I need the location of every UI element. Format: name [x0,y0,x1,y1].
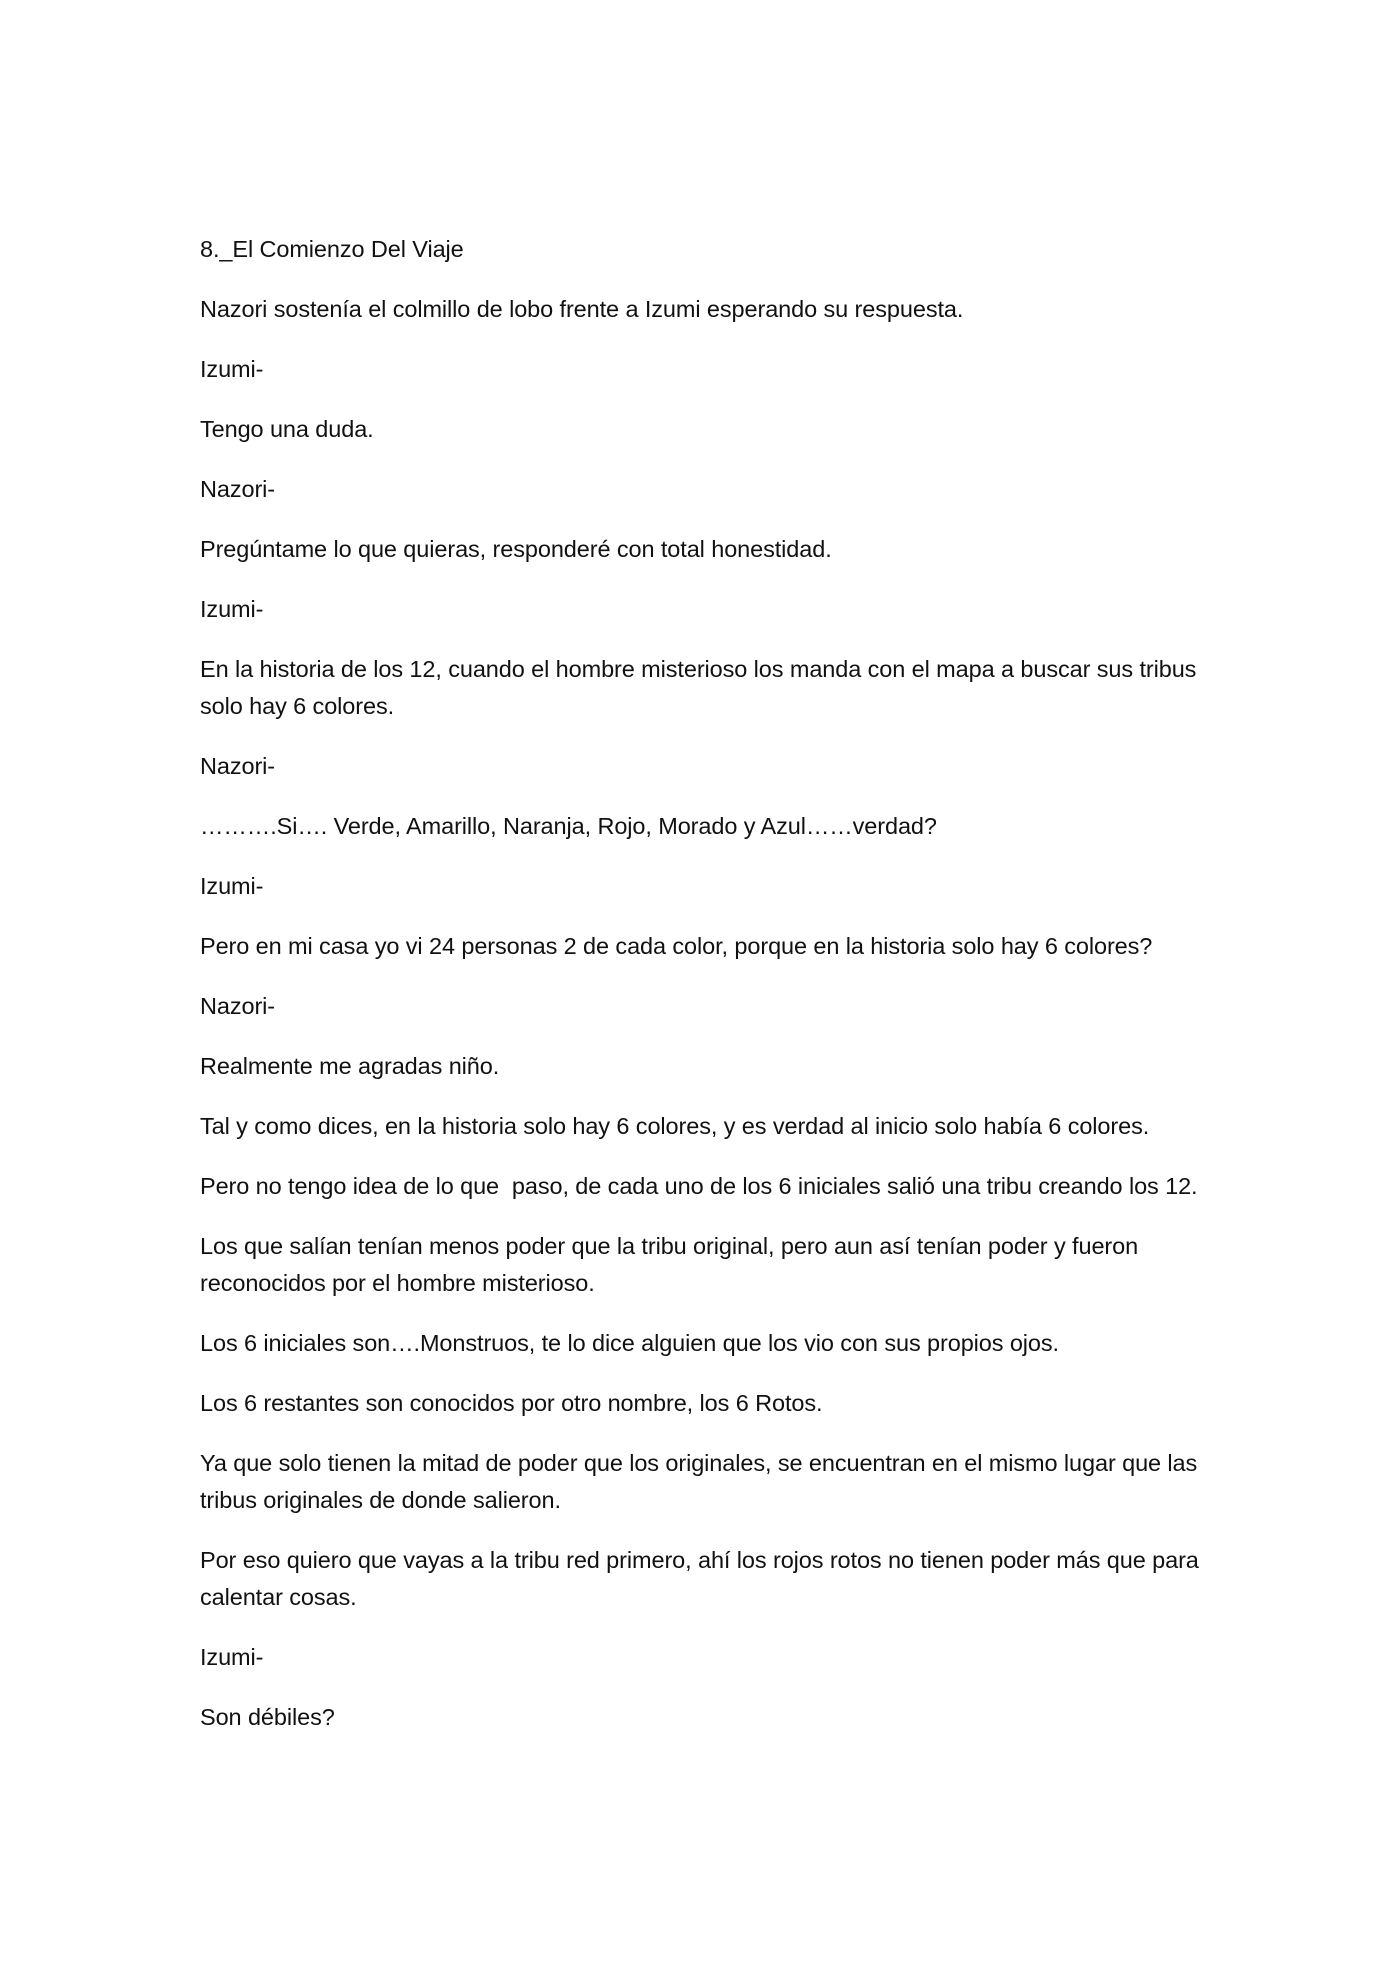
dialogue-line: Realmente me agradas niño. [200,1053,500,1079]
dialogue-line: Pero en mi casa yo vi 24 personas 2 de cada color, porque en la historia solo hay 6 colores? [200,933,1153,959]
dialogue-line: Ya que solo tienen la mitad de poder que los originales, se encuentran en el mismo lugar que las tribus originales de donde salieron. [200,1450,1204,1513]
speaker-label: Nazori- [200,753,276,779]
chapter-title: 8._El Comienzo Del Viaje [200,236,464,262]
speaker-label: Izumi- [200,873,264,899]
dialogue-line: Los 6 restantes son conocidos por otro nombre, los 6 Rotos. [200,1390,823,1416]
dialogue-line: Pregúntame lo que quieras, responderé con total honestidad. [200,536,832,562]
speaker-label: Izumi- [200,1644,264,1670]
dialogue-line: Pero no tengo idea de lo que paso, de cada uno de los 6 iniciales salió una tribu creando los 12. [200,1173,1198,1199]
dialogue-line: Tal y como dices, en la historia solo hay 6 colores, y es verdad al inicio solo había 6 colores. [200,1113,1150,1139]
dialogue-line: Son débiles? [200,1704,335,1730]
speaker-label: Izumi- [200,596,264,622]
document-body [200,231,1210,1759]
speaker-label: Izumi- [200,356,264,382]
dialogue-line: Tengo una duda. [200,416,374,442]
speaker-label: Nazori- [200,476,276,502]
paragraph: Nazori sostenía el colmillo de lobo frente a Izumi esperando su respuesta. [200,296,964,322]
dialogue-line: En la historia de los 12, cuando el hombre misterioso los manda con el mapa a buscar sus tribus solo hay 6 colores. [200,656,1203,719]
speaker-label: Nazori- [200,993,276,1019]
dialogue-line: Por eso quiero que vayas a la tribu red primero, ahí los rojos rotos no tienen poder más que para calentar cosas. [200,1547,1206,1610]
dialogue-line: Los 6 iniciales son….Monstruos, te lo dice alguien que los vio con sus propios ojos. [200,1330,1059,1356]
dialogue-line: Los que salían tenían menos poder que la tribu original, pero aun así tenían poder y fueron reconocidos por el hombre misterioso. [200,1233,1145,1296]
dialogue-line: ……….Si…. Verde, Amarillo, Naranja, Rojo, Morado y Azul……verdad? [200,813,937,839]
